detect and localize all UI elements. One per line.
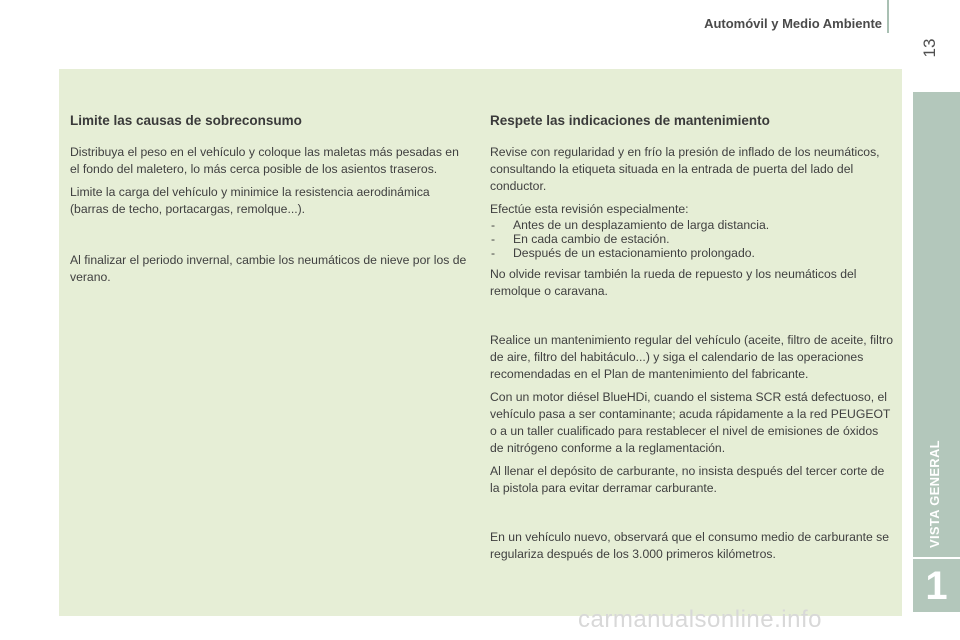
chapter-number: 1	[925, 564, 948, 608]
list-item: - En cada cambio de estación.	[490, 232, 895, 246]
watermark: carmanualsonline.info	[578, 606, 822, 633]
section-title: Automóvil y Medio Ambiente	[704, 16, 882, 31]
paragraph: Revise con regularidad y en frío la presión de inflado de los neumáticos, consultando la etiqueta situada en la entrada de puerta del lado del conductor.	[490, 145, 880, 193]
left-heading: Limite las causas de sobreconsumo	[70, 113, 302, 128]
paragraph: Al finalizar el periodo invernal, cambie los neumáticos de nieve por los de verano.	[70, 253, 467, 284]
content-panel	[59, 69, 902, 616]
paragraph: Limite la carga del vehículo y minimice la resistencia aerodinámica (barras de techo, portacargas, remolque...).	[70, 185, 430, 216]
header-divider	[887, 0, 889, 33]
paragraph: Efectúe esta revisión especialmente:	[490, 202, 689, 216]
paragraph: Realice un mantenimiento regular del vehículo (aceite, filtro de aceite, filtro de aire, filtro del habitáculo...) y siga el calendario de las operaciones recomendadas en el Plan de mantenimiento del fabricante.	[490, 333, 894, 381]
right-column	[490, 69, 895, 569]
checklist	[490, 218, 895, 260]
left-column	[70, 69, 470, 292]
paragraph: Distribuya el peso en el vehículo y coloque las maletas más pesadas en el fondo del maletero, lo más cerca posible de los asientos traseros.	[70, 145, 459, 176]
side-tab-divider	[913, 557, 960, 559]
right-heading: Respete las indicaciones de mantenimiento	[490, 113, 770, 128]
paragraph: En un vehículo nuevo, observará que el consumo medio de carburante se regulariza después de los 3.000 primeros kilómetros.	[490, 530, 890, 561]
paragraph: Con un motor diésel BlueHDi, cuando el sistema SCR está defectuoso, el vehículo pasa a ser contaminante; acuda rápidamente a la red PEUGEOT o a un taller cualificado para restablecer el nivel de emisiones de óxidos de nitrógeno conforme a la reglamentación.	[490, 390, 891, 455]
list-item: - Después de un estacionamiento prolongado.	[490, 246, 895, 260]
list-item: - Antes de un desplazamiento de larga distancia.	[490, 218, 895, 232]
page-number: 13	[920, 38, 939, 58]
paragraph: Al llenar el depósito de carburante, no insista después del tercer corte de la pistola para evitar derramar carburante.	[490, 464, 885, 495]
paragraph: No olvide revisar también la rueda de repuesto y los neumáticos del remolque o caravana.	[490, 267, 857, 298]
chapter-label: VISTA GENERAL	[927, 440, 942, 548]
